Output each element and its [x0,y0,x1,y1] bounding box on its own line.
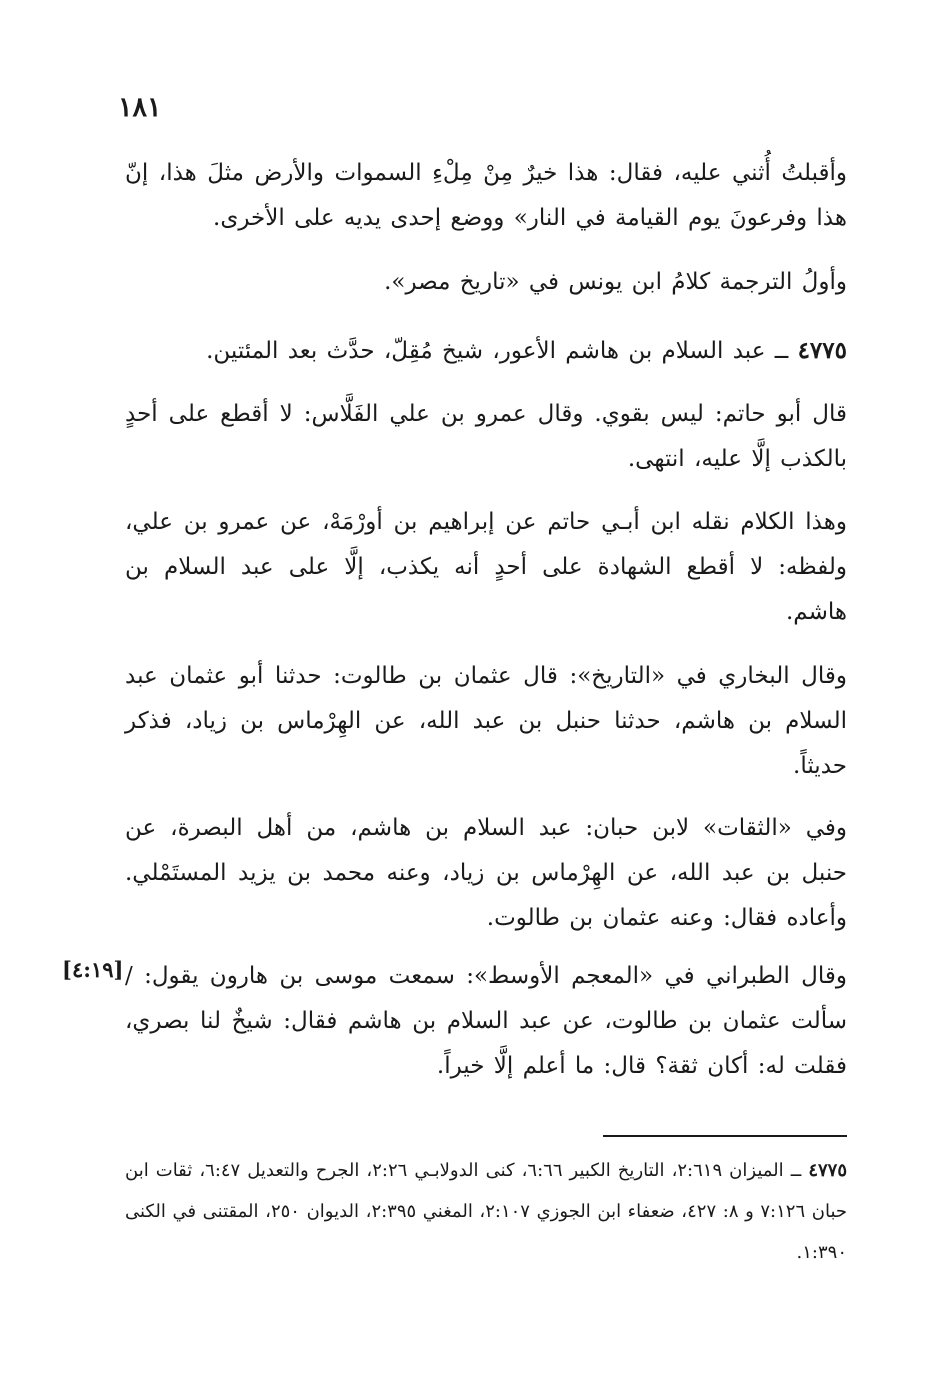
page-number: ١٨١ [118,92,162,123]
paragraph-1-continuation [125,151,847,241]
paragraph-text: وقال الطبراني في «المعجم الأوسط»: سمعت موسى بن هارون يقول: / سألت عثمان بن طالوت، عن عبد السلام بن هاشم فقال: شيخٌ لنا بصري، فقلت له: أكان ثقة؟ قال: ما أعلم إلَّا خيراً. [125,963,847,1079]
paragraph-text: قال أبو حاتم: ليس بقوي. وقال عمرو بن علي الفَلَّاس: لا أقطع على أحدٍ بالكذب إلَّا عليه، انتهى. [125,401,847,472]
paragraph-text: وفي «الثقات» لابن حبان: عبد السلام بن هاشم، من أهل البصرة، عن حنبل بن عبد الله، عن الهِرْماس بن زياد، وعنه محمد بن يزيد المستَمْلي. وأعاده فقال: وعنه عثمان بن طالوت. [125,815,847,931]
paragraph-text: وهذا الكلام نقله ابن أبـي حاتم عن إبراهيم بن أورْمَهْ، عن عمرو بن علي، ولفظه: لا أقطع الشهادة على أحدٍ أنه يكذب، إلَّا على عبد السلام بن هاشم. [125,509,847,625]
entry-text: عبد السلام بن هاشم الأعور، شيخ مُقِلّ، حدَّث بعد المئتين. [206,338,766,364]
paragraph-7 [125,954,847,1089]
entry-heading [125,328,847,374]
paragraph-text: وأقبلتُ أُثني عليه، فقال: هذا خيرٌ مِنْ مِلْءِ السموات والأرض مثلَ هذا، إنّ هذا وفرعونَ يوم القيامة في النار» ووضع إحدى يديه على الأخرى. [125,160,847,231]
paragraph-text: وأولُ الترجمة كلامُ ابن يونس في «تاريخ مصر». [384,269,847,295]
paragraph-2 [125,260,847,305]
footnote-divider [603,1135,847,1137]
footnote-dash: ــ [790,1160,802,1181]
entry-number: ٤٧٧٥ [797,337,847,364]
paragraph-3 [125,392,847,482]
paragraph-5 [125,654,847,789]
footnote [125,1150,847,1273]
entry-dash: ــ [774,338,789,364]
margin-reference: [٤:١٩] [62,957,124,982]
paragraph-text: وقال البخاري في «التاريخ»: قال عثمان بن طالوت: حدثنا أبو عثمان عبد السلام بن هاشم، حدثنا حنبل بن عبد الله، عن الهِرْماس بن زياد، فذكر حديثاً. [125,663,847,779]
footnote-text: الميزان ٢:٦١٩، التاريخ الكبير ٦:٦٦، كنى الدولابـي ٢:٢٦، الجرح والتعديل ٦:٤٧، ثقات ابن حبان ٧:١٢٦ و ٨: ٤٢٧، ضعفاء ابن الجوزي ٢:١٠٧، المغني ٢:٣٩٥، الديوان ٢٥٠، المقتنى في الكنى ١:٣٩٠. [125,1160,848,1263]
paragraph-6 [125,806,847,941]
footnote-number: ٤٧٧٥ [808,1160,847,1181]
paragraph-4 [125,500,847,635]
